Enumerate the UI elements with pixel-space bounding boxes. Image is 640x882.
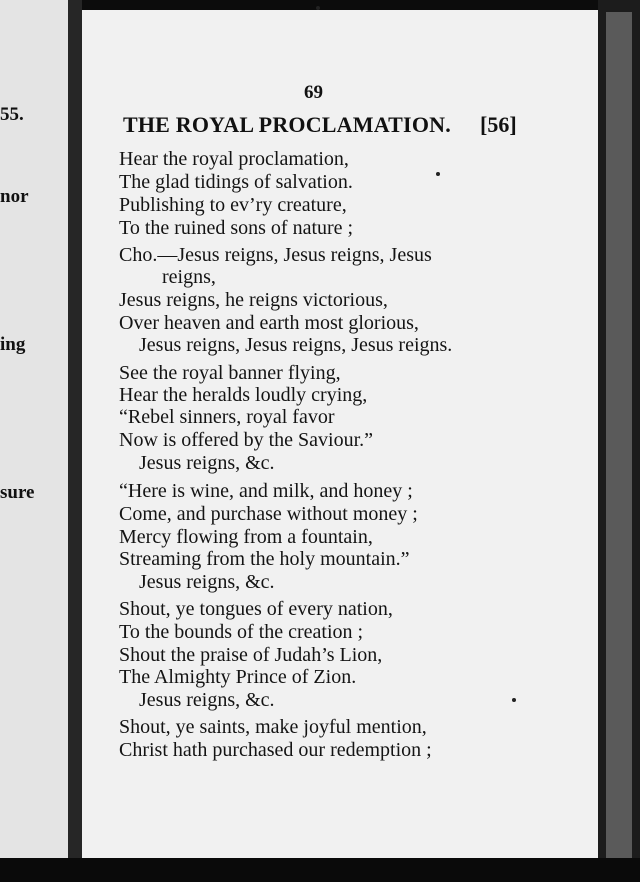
verse-line: Publishing to ev’ry creature, — [119, 194, 347, 216]
verse-line: The Almighty Prince of Zion. — [119, 666, 357, 688]
ink-speck — [316, 6, 320, 10]
verse-line: See the royal banner flying, — [119, 362, 341, 384]
left-page-fragment: sure — [0, 482, 35, 503]
verse-line: Shout, ye saints, make joyful mention, — [119, 716, 427, 738]
page-number: 69 — [304, 82, 323, 103]
verse-line: Shout, ye tongues of every nation, — [119, 598, 393, 620]
verse-line: Now is offered by the Saviour.” — [119, 429, 374, 451]
previous-page-edge — [0, 0, 68, 858]
chorus-line: Cho.—Jesus reigns, Jesus reigns, Jesus — [119, 244, 432, 266]
refrain-line: Jesus reigns, &c. — [139, 689, 275, 711]
verse-line: Christ hath purchased our redemption ; — [119, 739, 432, 761]
bottom-shadow — [0, 858, 640, 882]
next-page-edge — [606, 12, 632, 858]
verse-line: The glad tidings of salvation. — [119, 171, 353, 193]
hymn-number: [56] — [480, 112, 517, 137]
verse-line: Hear the heralds loudly crying, — [119, 384, 368, 406]
left-page-fragment: nor — [0, 186, 29, 207]
verse-line: “Here is wine, and milk, and honey ; — [119, 480, 413, 502]
refrain-line: Jesus reigns, &c. — [139, 452, 275, 474]
ink-speck — [512, 698, 516, 702]
left-page-fragment: 55. — [0, 104, 24, 125]
ink-speck — [436, 172, 440, 176]
verse-line: To the bounds of the creation ; — [119, 621, 364, 643]
verse-line: Streaming from the holy mountain.” — [119, 548, 410, 570]
book-gutter — [68, 0, 82, 882]
left-page-fragment: ing — [0, 334, 26, 355]
verse-line: “Rebel sinners, royal favor — [119, 406, 335, 428]
hymn-title: THE ROYAL PROCLAMATION. — [123, 112, 451, 137]
verse-line: To the ruined sons of nature ; — [119, 217, 354, 239]
chorus-line: Over heaven and earth most glorious, — [119, 312, 419, 334]
verse-line: Mercy flowing from a fountain, — [119, 526, 373, 548]
refrain-line: Jesus reigns, &c. — [139, 571, 275, 593]
verse-line: Shout the praise of Judah’s Lion, — [119, 644, 383, 666]
chorus-line: reigns, — [162, 266, 216, 288]
verse-line: Hear the royal proclamation, — [119, 148, 349, 170]
chorus-line: Jesus reigns, Jesus reigns, Jesus reigns. — [139, 334, 453, 356]
chorus-line: Jesus reigns, he reigns victorious, — [119, 289, 388, 311]
verse-line: Come, and purchase without money ; — [119, 503, 418, 525]
